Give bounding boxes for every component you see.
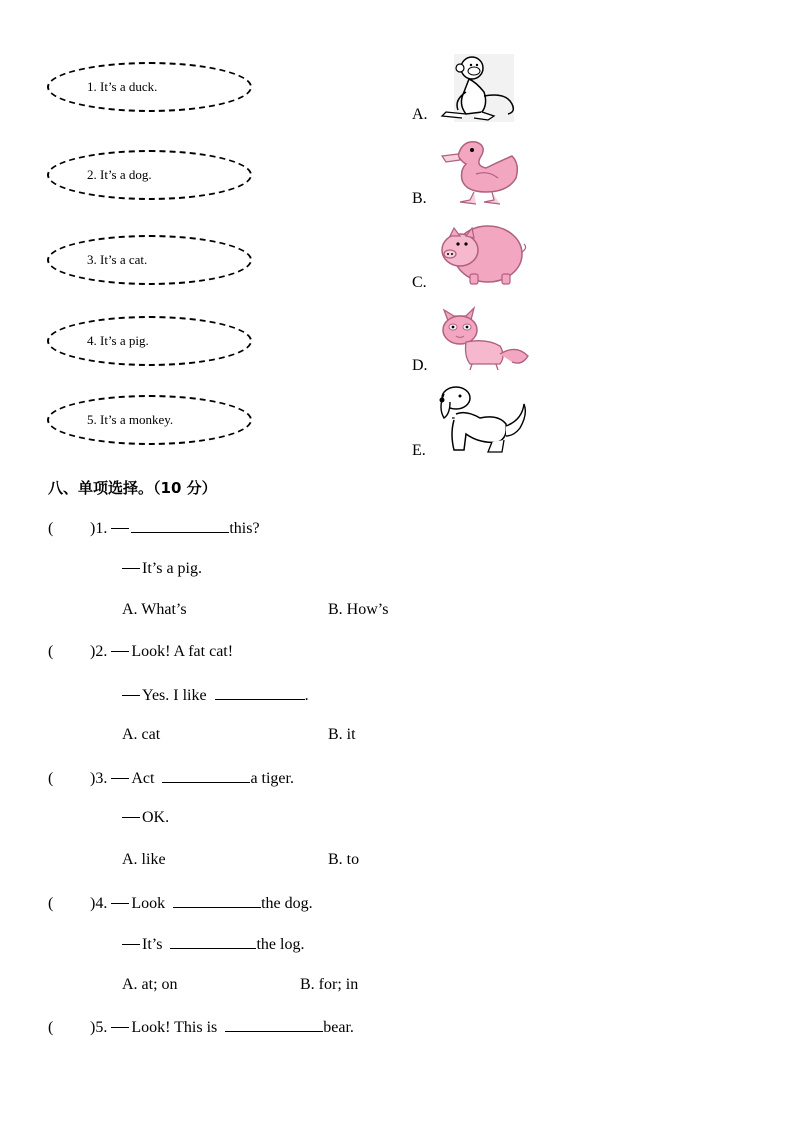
sentence-text: 2. It’s a dog.: [87, 167, 152, 182]
question-number: )2.: [90, 643, 108, 660]
picture-letter-a: A.: [412, 106, 428, 123]
sentence-oval-3: [47, 235, 252, 285]
sentence-text: 5. It’s a monkey.: [87, 412, 174, 427]
question-text: Act: [131, 770, 159, 787]
answer-paren[interactable]: (: [48, 643, 54, 660]
dialogue-dash: [111, 651, 129, 652]
cat-icon: [436, 300, 531, 372]
dialogue-dash: [122, 568, 140, 569]
reply-text: Yes. I like: [142, 687, 211, 704]
dialogue-dash: [111, 903, 129, 904]
question-text: Look: [131, 895, 170, 912]
sentence-text: 3. It’s a cat.: [87, 252, 148, 267]
question-5: [48, 1017, 354, 1037]
question-2: [48, 643, 233, 661]
picture-letter-e: E.: [412, 442, 426, 459]
dialogue-dash: [122, 944, 140, 945]
answer-blank[interactable]: [131, 518, 229, 533]
question-number: )1.: [90, 520, 108, 537]
answer-paren[interactable]: (: [48, 895, 54, 912]
section-title: 八、单项选择。（10 分）: [48, 479, 217, 497]
question-text-end: the dog.: [261, 895, 313, 912]
answer-blank[interactable]: [170, 934, 256, 949]
question-text: this?: [229, 520, 260, 537]
dog-icon: [436, 384, 531, 456]
question-number: )4.: [90, 895, 108, 912]
dialogue-dash: [122, 817, 140, 818]
picture-letter-d: D.: [412, 357, 428, 374]
question-3: [48, 768, 294, 788]
picture-letter-c: C.: [412, 274, 427, 291]
question-4-option-b: B. for; in: [300, 976, 359, 993]
question-3-reply: [122, 809, 169, 827]
dialogue-dash: [111, 1027, 129, 1028]
sentence-oval-2: [47, 150, 252, 200]
question-4-reply: [122, 934, 304, 954]
answer-blank[interactable]: [173, 893, 261, 908]
sentence-text: 1. It’s a duck.: [87, 79, 158, 94]
question-2-option-b: B. it: [328, 726, 356, 743]
dialogue-dash: [122, 695, 140, 696]
reply-text-end: .: [304, 687, 309, 704]
reply-text-end: the log.: [256, 936, 305, 953]
answer-paren[interactable]: (: [48, 1019, 54, 1036]
question-text-end: a tiger.: [250, 770, 294, 787]
sentence-text: 4. It’s a pig.: [87, 333, 149, 348]
picture-letter-b: B.: [412, 190, 427, 207]
question-text: Look! This is: [131, 1019, 222, 1036]
dialogue-dash: [111, 778, 129, 779]
sentence-oval-4: [47, 316, 252, 366]
question-4: [48, 893, 313, 913]
answer-paren[interactable]: (: [48, 770, 54, 787]
question-text: Look! A fat cat!: [131, 643, 234, 660]
pig-icon: [436, 216, 531, 288]
question-3-option-a: A. like: [122, 851, 166, 868]
answer-blank[interactable]: [162, 768, 250, 783]
question-1-option-b: B. How’s: [328, 601, 389, 618]
sentence-oval-1: [47, 62, 252, 112]
monkey-icon: [436, 52, 531, 124]
question-number: )5.: [90, 1019, 108, 1036]
answer-blank[interactable]: [225, 1017, 323, 1032]
question-3-option-b: B. to: [328, 851, 360, 868]
duck-icon: [436, 134, 531, 206]
answer-paren[interactable]: (: [48, 520, 54, 537]
reply-text: It’s a pig.: [142, 560, 202, 577]
question-1: [48, 518, 260, 538]
question-4-option-a: A. at; on: [122, 976, 178, 993]
reply-text: It’s: [142, 936, 167, 953]
question-1-option-a: A. What’s: [122, 601, 187, 618]
question-2-option-a: A. cat: [122, 726, 161, 743]
question-text-end: bear.: [323, 1019, 354, 1036]
answer-blank[interactable]: [215, 685, 305, 700]
sentence-oval-5: [47, 395, 252, 445]
reply-text: OK.: [142, 809, 170, 826]
question-number: )3.: [90, 770, 108, 787]
question-1-reply: [122, 560, 202, 578]
dialogue-dash: [111, 528, 129, 529]
question-2-reply: [122, 685, 309, 705]
